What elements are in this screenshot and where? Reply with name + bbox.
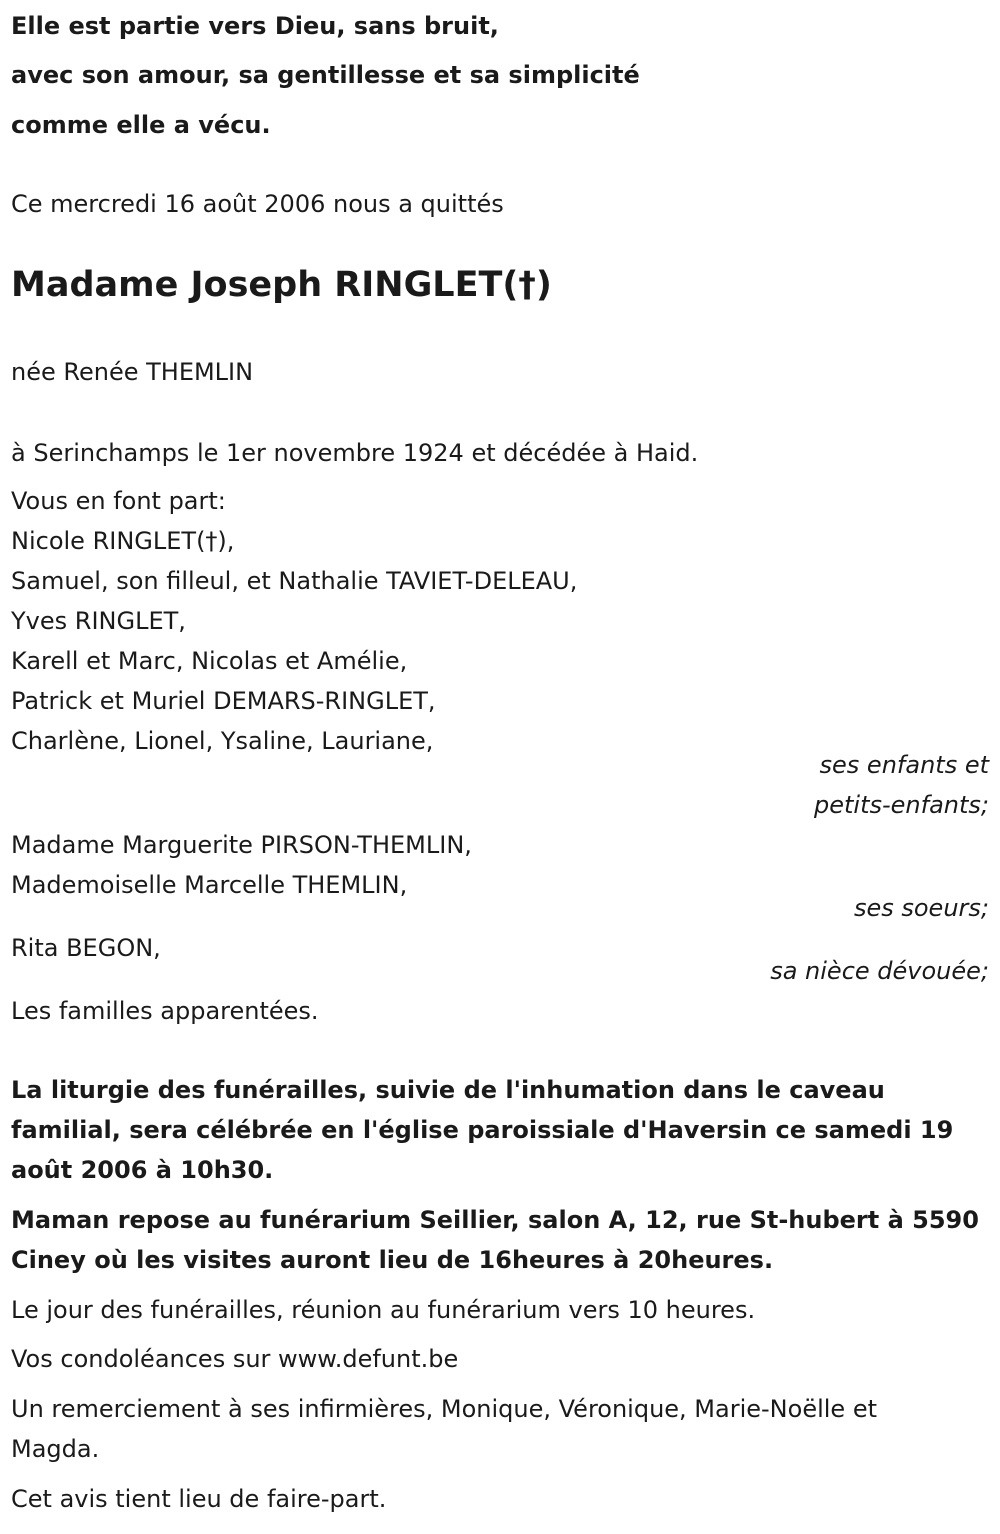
birth-name: née Renée THEMLIN xyxy=(11,358,254,386)
thanks-line-2: Magda. xyxy=(11,1435,100,1463)
children-role-line-2: petits-enfants; xyxy=(814,791,989,819)
liturgy-line-2: familial, sera célébrée en l'église paroissiale d'Haversin ce samedi 19 xyxy=(11,1116,954,1144)
date-line: Ce mercredi 16 août 2006 nous a quittés xyxy=(11,190,504,218)
announce-line: Vous en font part: xyxy=(11,487,226,515)
intro-line-3: comme elle a vécu. xyxy=(11,111,271,139)
child-entry: Karell et Marc, Nicolas et Amélie, xyxy=(11,647,408,675)
condolences-line: Vos condoléances sur www.defunt.be xyxy=(11,1345,459,1373)
niece-entry: Rita BEGON, xyxy=(11,934,161,962)
meeting-line: Le jour des funérailles, réunion au funérarium vers 10 heures. xyxy=(11,1296,756,1324)
sister-entry: Madame Marguerite PIRSON-THEMLIN, xyxy=(11,831,472,859)
sisters-role: ses soeurs; xyxy=(853,894,989,922)
intro-line-1: Elle est partie vers Dieu, sans bruit, xyxy=(11,12,499,40)
child-entry: Samuel, son filleul, et Nathalie TAVIET-DELEAU, xyxy=(11,567,578,595)
children-role-line-1: ses enfants et xyxy=(819,751,989,779)
liturgy-line-1: La liturgie des funérailles, suivie de l'inhumation dans le caveau xyxy=(11,1076,885,1104)
liturgy-line-3: août 2006 à 10h30. xyxy=(11,1156,274,1184)
child-entry: Charlène, Lionel, Ysaline, Lauriane, xyxy=(11,727,434,755)
child-entry: Yves RINGLET, xyxy=(11,607,186,635)
child-entry: Nicole RINGLET(†), xyxy=(11,527,235,555)
birth-place: à Serinchamps le 1er novembre 1924 et décédée à Haid. xyxy=(11,439,699,467)
intro-line-2: avec son amour, sa gentillesse et sa simplicité xyxy=(11,61,640,89)
closing-line: Cet avis tient lieu de faire-part. xyxy=(11,1485,387,1513)
deceased-name: Madame Joseph RINGLET(†) xyxy=(11,265,552,305)
families-line: Les familles apparentées. xyxy=(11,997,319,1025)
funerarium-line-2: Ciney où les visites auront lieu de 16heures à 20heures. xyxy=(11,1246,774,1274)
thanks-line-1: Un remerciement à ses infirmières, Monique, Véronique, Marie-Noëlle et xyxy=(11,1395,877,1423)
child-entry: Patrick et Muriel DEMARS-RINGLET, xyxy=(11,687,436,715)
niece-role: sa nièce dévouée; xyxy=(770,957,989,985)
funerarium-line-1: Maman repose au funérarium Seillier, salon A, 12, rue St-hubert à 5590 xyxy=(11,1206,979,1234)
sister-entry: Mademoiselle Marcelle THEMLIN, xyxy=(11,871,408,899)
